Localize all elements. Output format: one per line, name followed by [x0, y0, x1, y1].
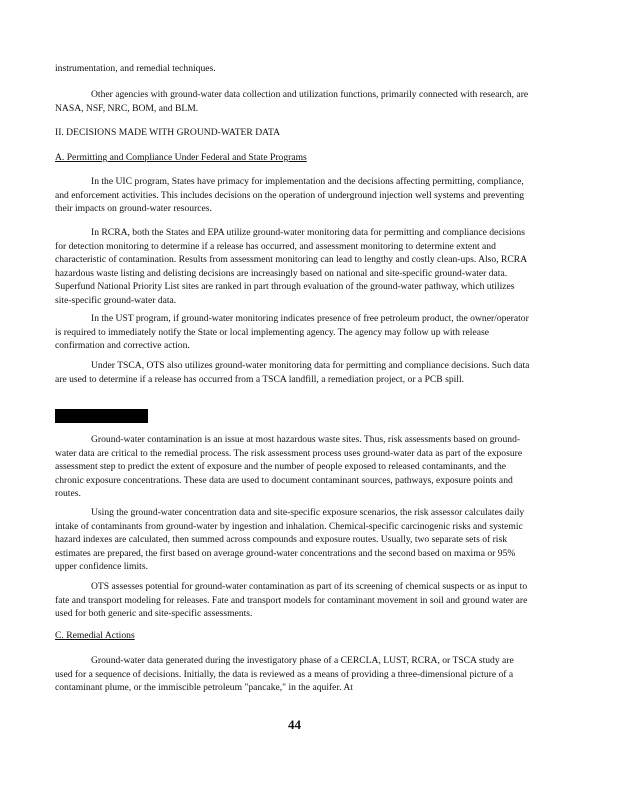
section-heading-a: A. Permitting and Compliance Under Federal and State Programs — [55, 152, 307, 163]
paragraph-risk-assessment: Ground-water contamination is an issue at most hazardous waste sites. Thus, risk assessments based on ground-water data are critical to the remedial process. The risk assessment process uses ground-water data as part of the exposure assessment step to predict the extent of exposure and the number of people exposed to released contaminants, and the chronic exposure concentrations. These data are used to document contaminant sources, pathways, exposure points and routes. — [55, 434, 523, 500]
paragraph-rcra: In RCRA, both the States and EPA utilize ground-water monitoring data for permitting and compliance decisions for detection monitoring to determine if a release has occurred, and assessment monitoring to determine extent and characteristic of contamination. Results from assessment monitoring can lead to lengthy and costly clean-ups. Also, RCRA hazardous waste listing and delisting decisions are increasingly based on national and site-specific ground-water data. Superfund National Priority List sites are ranked in part through evaluation of the ground-water pathway, which utilizes site-specific ground-water data. — [55, 227, 527, 307]
page-number: 44 — [288, 717, 301, 732]
paragraph-instrumentation: instrumentation, and remedial techniques. — [55, 63, 216, 74]
section-heading-c: C. Remedial Actions — [55, 630, 135, 641]
paragraph-tsca: Under TSCA, OTS also utilizes ground-water monitoring data for permitting and compliance decisions. Such data are used to determine if a release has occurred from a TSCA landfill, a remediation project, or a PCB spill. — [55, 360, 530, 385]
section-heading-ii: II. DECISIONS MADE WITH GROUND-WATER DATA — [55, 127, 281, 138]
paragraph-ust: In the UST program, if ground-water monitoring indicates presence of free petroleum product, the owner/operator is required to immediately notify the State or local implementing agency. The agency may follow up with release confirmation and corrective action. — [55, 313, 529, 352]
redacted-heading-block — [55, 409, 148, 423]
paragraph-remedial-data: Ground-water data generated during the investigatory phase of a CERCLA, LUST, RCRA, or TSCA study are used for a sequence of decisions. Initially, the data is reviewed as a means of providing a three-dimensional picture of a contaminant plume, or the immiscible petroleum "pancake," in the aquifer. At — [55, 655, 514, 694]
paragraph-uic: In the UIC program, States have primacy for implementation and the decisions affecting permitting, compliance, and enforcement activities. This includes decisions on the operation of underground injection well systems and preventing their impacts on ground-water resources. — [55, 176, 525, 215]
paragraph-exposure-scenarios: Using the ground-water concentration data and site-specific exposure scenarios, the risk assessor calculates daily intake of contaminants from ground-water by ingestion and inhalation. Chemical-specific carcinogenic risks and systemic hazard indexes are calculated, then summed across compounds and exposure routes. Usually, two separate sets of risk estimates are prepared, the first based on average ground-water concentrations and the second based on maxima or 95% upper confidence limits. — [55, 507, 525, 573]
paragraph-ots-assessment: OTS assesses potential for ground-water contamination as part of its screening of chemical suspects or as input to fate and transport modeling for releases. Fate and transport models for contaminant movement in soil and ground water are used for both generic and site-specific assessments. — [55, 581, 528, 620]
paragraph-other-agencies: Other agencies with ground-water data collection and utilization functions, primarily connected with research, are NASA, NSF, NRC, BOM, and BLM. — [55, 89, 529, 114]
